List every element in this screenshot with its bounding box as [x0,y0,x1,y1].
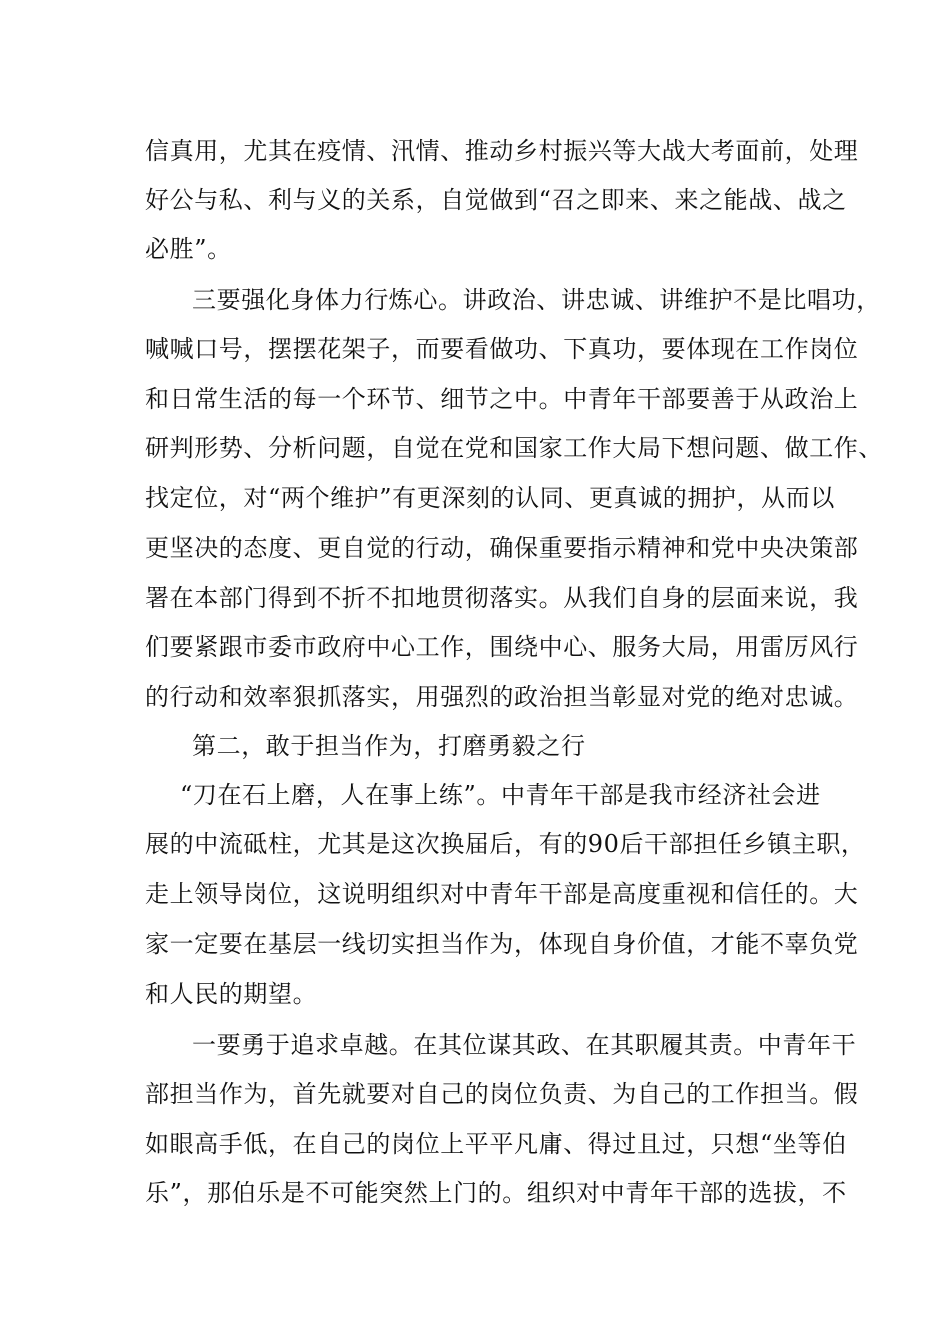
text-line: 信真用，尤其在疫情、汛情、推动乡村振兴等大战大考面前，处理 [145,137,859,165]
text-line: 研判形势、分析问题，自觉在党和国家工作大局下想问题、做工作、 [145,434,883,462]
text-line: 喊喊口号，摆摆花架子，而要看做功、下真功，要体现在工作岗位 [145,335,859,363]
text-line: 的行动和效率狠抓落实，用强烈的政治担当彰显对党的绝对忠诚。 [145,683,859,711]
text-line: 必胜”。 [145,235,232,263]
paragraph-start-line: 一要勇于追求卓越。在其位谋其政、在其职履其责。中青年干 [192,1031,857,1059]
text-line: 如眼高手低，在自己的岗位上平平凡庸、得过且过，只想“坐等伯 [145,1130,847,1158]
text-line: 乐”，那伯乐是不可能突然上门的。组织对中青年干部的选拔，不 [145,1179,847,1207]
text-line: 展的中流砥柱，尤其是这次换届后，有的90后干部担任乡镇主职， [145,830,866,858]
text-line: 走上领导岗位，这说明组织对中青年干部是高度重视和信任的。大 [145,880,859,908]
paragraph-start-line: 三要强化身体力行炼心。讲政治、讲忠诚、讲维护不是比唱功， [192,286,881,314]
text-line: 们要紧跟市委市政府中心工作，围绕中心、服务大局，用雷厉风行 [145,633,859,661]
text-line: 好公与私、利与义的关系，自觉做到“召之即来、来之能战、战之 [145,186,847,214]
text-line: 和日常生活的每一个环节、细节之中。中青年干部要善于从政治上 [145,385,859,413]
text-line: 署在本部门得到不折不扣地贯彻落实。从我们自身的层面来说，我 [145,584,859,612]
text-line: 找定位，对“两个维护”有更深刻的认同、更真诚的拥护，从而以 [145,484,835,512]
text-line: 更坚决的态度、更自觉的行动，确保重要指示精神和党中央决策部 [145,534,859,562]
text-line: 和人民的期望。 [145,980,318,1008]
section-heading: 第二，敢于担当作为，打磨勇毅之行 [192,732,586,760]
text-line: 部担当作为，首先就要对自己的岗位负责、为自己的工作担当。假 [145,1080,859,1108]
text-line: 家一定要在基层一线切实担当作为，体现自身价值，才能不辜负党 [145,930,859,958]
paragraph-start-line: “刀在石上磨，人在事上练”。中青年干部是我市经济社会进 [180,781,821,809]
